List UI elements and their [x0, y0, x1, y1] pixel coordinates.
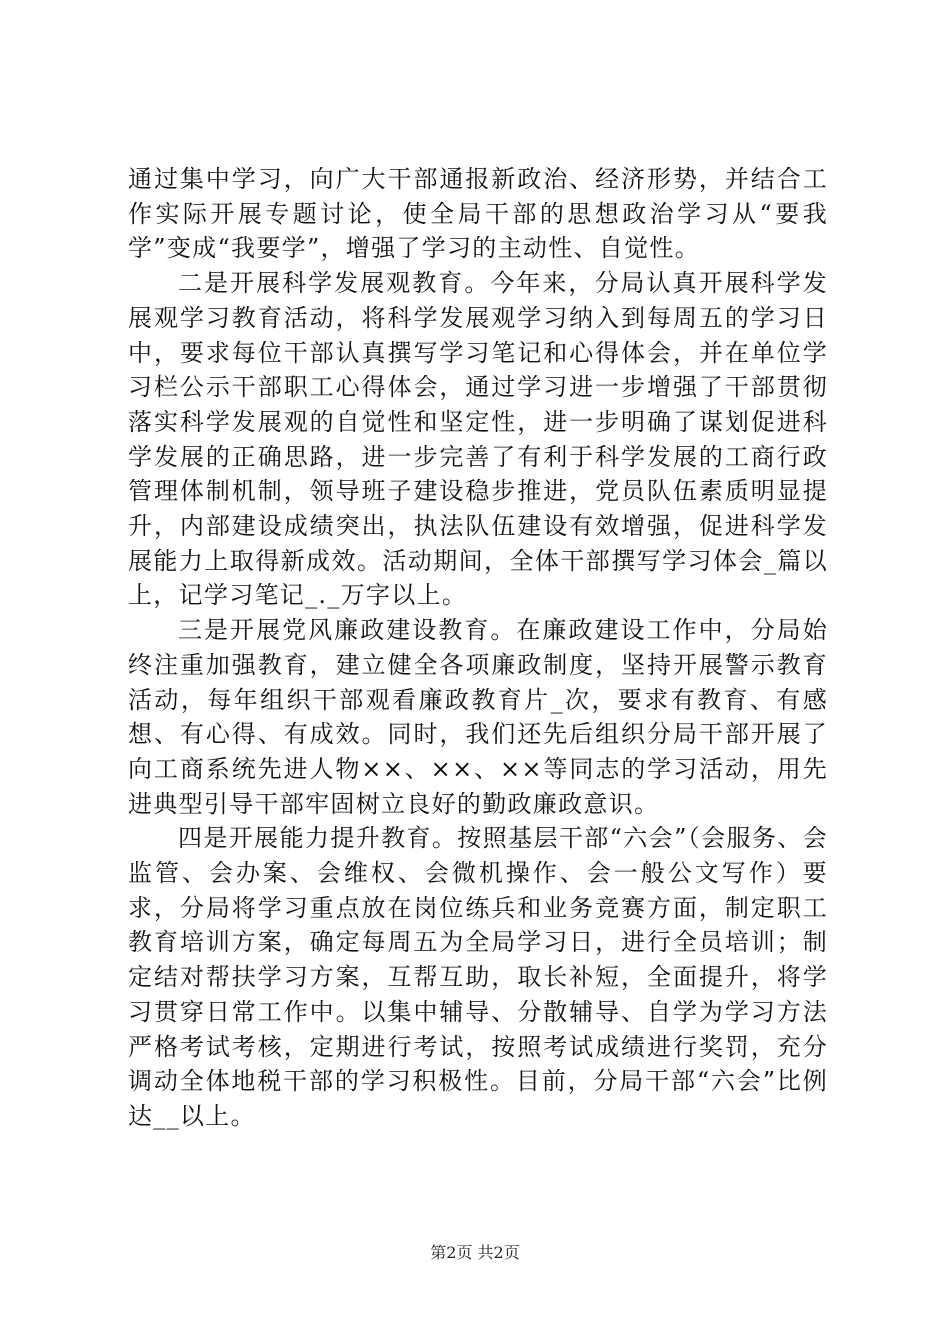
page-number-footer: 第2页 共2页: [430, 1243, 520, 1262]
paragraph-capability-education: 四是开展能力提升教育。按照基层干部“六会”（会服务、会监管、会办案、会维权、会微机操作、会一般公文写作）要求，分局将学习重点放在岗位练兵和业务竞赛方面，制定职工教育培训方案，确定每周五为全局学习日，进行全员培训；制定结对帮扶学习方案，互帮互助，取长补短，全面提升，将学习贯穿日常工作中。以集中辅导、分散辅导、自学为学习方法严格考试考核，定期进行考试，按照考试成绩进行奖罚，充分调动全体地税干部的学习积极性。目前，分局干部“六会”比例达__以上。: [128, 824, 828, 1130]
paragraph-continuation: 通过集中学习，向广大干部通报新政治、经济形势，并结合工作实际开展专题讨论，使全局干部的思想政治学习从“要我学”变成“我要学”，增强了学习的主动性、自觉性。: [128, 165, 828, 263]
document-body: [128, 162, 828, 1134]
paragraph-integrity-education: 三是开展党风廉政建设教育。在廉政建设工作中，分局始终注重加强教育，建立健全各项廉政制度，坚持开展警示教育活动，每年组织干部观看廉政教育片_次，要求有教育、有感想、有心得、有成效。同时，我们还先后组织分局干部开展了向工商系统先进人物××、××、××等同志的学习活动，用先进典型引导干部牢固树立良好的勤政廉政意识。: [128, 616, 828, 818]
paragraph-science-development: 二是开展科学发展观教育。今年来，分局认真开展科学发展观学习教育活动，将科学发展观学习纳入到每周五的学习日中，要求每位干部认真撰写学习笔记和心得体会，并在单位学习栏公示干部职工心得体会，通过学习进一步增强了干部贯彻落实科学发展观的自觉性和坚定性，进一步明确了谋划促进科学发展的正确思路，进一步完善了有利于科学发展的工商行政管理体制机制，领导班子建设稳步推进，党员队伍素质明显提升，内部建设成绩突出，执法队伍建设有效增强，促进科学发展能力上取得新成效。活动期间，全体干部撰写学习体会_篇以上，记学习笔记_._万字以上。: [128, 269, 828, 610]
